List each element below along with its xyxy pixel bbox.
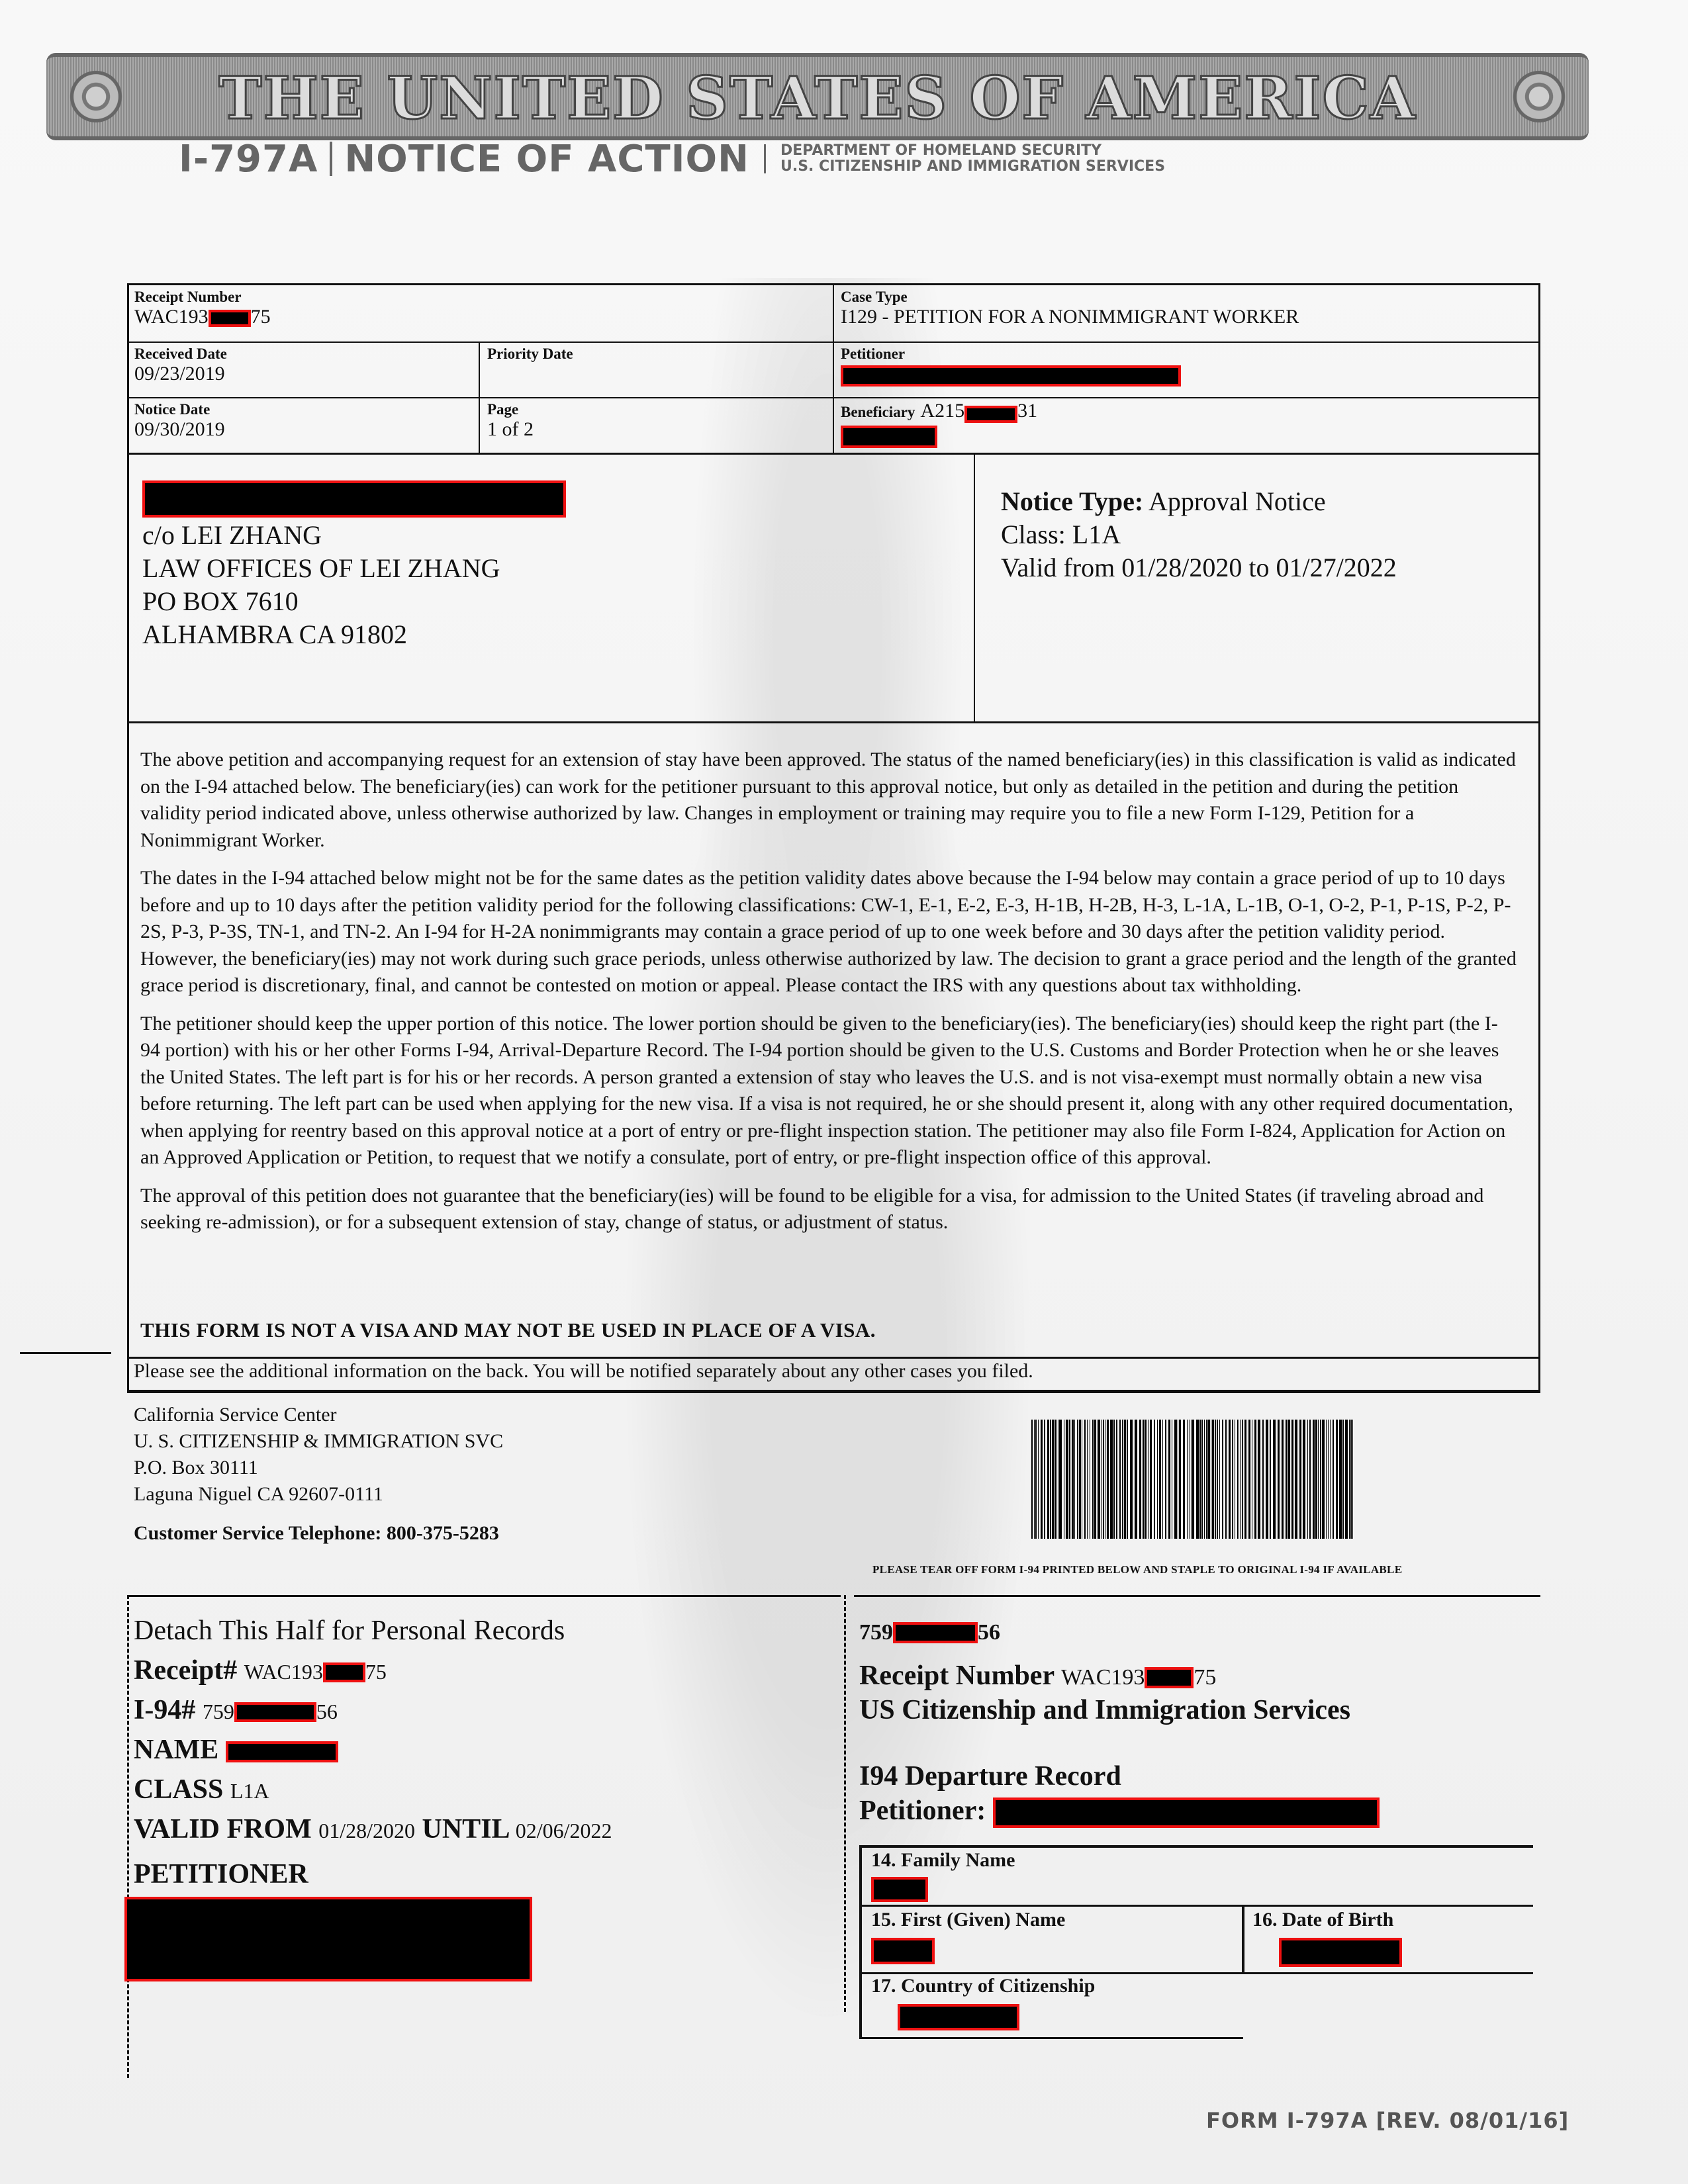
barcode-bar (1258, 1420, 1260, 1539)
detach-valid-from-label: VALID FROM (134, 1814, 312, 1844)
page-cell (487, 401, 534, 441)
barcode-bar (1207, 1420, 1210, 1539)
detach-validity-row (134, 1813, 612, 1845)
redaction-box (142, 480, 566, 518)
barcode (1031, 1420, 1353, 1539)
barcode-bar (1217, 1420, 1218, 1539)
receipt-suffix: 75 (250, 306, 271, 328)
barcode-bar (1119, 1420, 1121, 1539)
barcode-bar (1059, 1420, 1062, 1539)
date-of-birth-field (1252, 1909, 1402, 1967)
notice-body (140, 747, 1517, 1248)
grid-line (859, 1972, 1533, 1974)
barcode-bar (1199, 1420, 1201, 1539)
received-date-value: 09/23/2019 (134, 363, 225, 385)
notice-date-label: Notice Date (134, 401, 211, 418)
barcode-bar (1229, 1420, 1231, 1539)
barcode-bar (1135, 1420, 1137, 1539)
barcode-bar (1050, 1420, 1051, 1539)
barcode-bar (1232, 1420, 1233, 1539)
barcode-bar (1069, 1420, 1070, 1539)
banner-title: THE UNITED STATES OF AMERICA (218, 64, 1417, 132)
barcode-bar (1270, 1420, 1271, 1539)
barcode-bar (1299, 1420, 1301, 1539)
i94-num-suffix: 56 (978, 1620, 1000, 1645)
barcode-bar (1157, 1420, 1158, 1539)
barcode-bar (1248, 1420, 1250, 1539)
receipt-number-cell (134, 289, 271, 328)
barcode-bar (1047, 1420, 1049, 1539)
service-center-line-4: Laguna Niguel CA 92607-0111 (134, 1483, 383, 1505)
grid-line (127, 1357, 1540, 1359)
barcode-bar (1122, 1420, 1123, 1539)
section-divider (854, 1595, 1540, 1597)
address-line-2: LAW OFFICES OF LEI ZHANG (142, 553, 500, 583)
i94-half (859, 1615, 1380, 1828)
barcode-bar (1291, 1420, 1293, 1539)
barcode-bar (1168, 1420, 1170, 1539)
redaction-box (1279, 1938, 1402, 1967)
beneficiary-prefix: A215 (920, 400, 965, 422)
tear-line (127, 1595, 129, 2078)
not-a-visa-warning: THIS FORM IS NOT A VISA AND MAY NOT BE USED IN PLACE OF A VISA. (140, 1318, 876, 1342)
service-center-line-2: U. S. CITIZENSHIP & IMMIGRATION SVC (134, 1430, 504, 1452)
barcode-bar (1107, 1420, 1109, 1539)
redaction-box (234, 1702, 316, 1722)
barcode-bar (1242, 1420, 1243, 1539)
redaction-box (226, 1741, 338, 1762)
receipt-number-label: Receipt Number (134, 289, 242, 305)
barcode-bar (1345, 1420, 1348, 1539)
detach-class-label: CLASS (134, 1774, 224, 1805)
barcode-bar (1079, 1420, 1081, 1539)
barcode-bar (1124, 1420, 1126, 1539)
body-paragraph: The dates in the I-94 attached below might not be for the same dates as the petition validity dates above because the I-94 below may contain a grace period of up to 10 days before and up to 10 days after the petition validity period for the following classifications: CW-1, E-1, E-2, E-3, H-1B, H-2B, H-3, L-1A, L-1B, O-1, O-2, P-1, P-1S, P-2, P-2S, P-3, P-3S, TN-1, and TN-2. An I-94 for H-2A nonimmigrants may contain a grace period of up to one week before and 30 days after the petition validity period. However, the beneficiary(ies) may not work during such grace periods, unless otherwise authorized by law. The decision to grant a grace period and the length of the granted grace period is discretionary, final, and cannot be contested on motion or appeal. Please contact the IRS with any questions about tax withholding. (140, 867, 1517, 996)
redaction-box (209, 310, 251, 327)
barcode-bar (1240, 1420, 1241, 1539)
barcode-bar (1145, 1420, 1147, 1539)
barcode-bar (1072, 1420, 1074, 1539)
customer-service-phone: Customer Service Telephone: 800-375-5283 (134, 1522, 499, 1544)
priority-date-label: Priority Date (487, 345, 573, 362)
grid-line (859, 1905, 1533, 1907)
barcode-bar (1204, 1420, 1205, 1539)
country-field (871, 1975, 1095, 2030)
barcode-bar (1159, 1420, 1161, 1539)
barcode-bar (1262, 1420, 1264, 1539)
address-line-1: c/o LEI ZHANG (142, 520, 322, 550)
notice-date-value: 09/30/2019 (134, 418, 225, 440)
barcode-bar (1143, 1420, 1145, 1539)
notice-validity: Valid from 01/28/2020 to 01/27/2022 (1001, 553, 1397, 582)
barcode-bar (1212, 1420, 1214, 1539)
beneficiary-cell (841, 400, 1037, 448)
header-banner (46, 53, 1589, 140)
detach-class-value: L1A (230, 1779, 269, 1803)
case-type-label: Case Type (841, 289, 908, 305)
i94-agency: US Citizenship and Immigration Services (859, 1695, 1351, 1725)
service-center-line-1: California Service Center (134, 1404, 337, 1426)
grid-line (859, 1845, 862, 2037)
form-revision: FORM I-797A [REV. 08/01/16] (1206, 2108, 1570, 2133)
first-name-label: 15. First (Given) Name (871, 1909, 1066, 1931)
barcode-bar (1110, 1420, 1113, 1539)
i94-petitioner-label: Petitioner: (859, 1796, 986, 1826)
dept-line-2: U.S. CITIZENSHIP AND IMMIGRATION SERVICES (780, 158, 1166, 175)
receipt-prefix: WAC193 (134, 306, 209, 328)
detach-receipt-prefix: WAC193 (244, 1660, 323, 1684)
detach-i94-label: I-94# (134, 1695, 196, 1725)
dept-line-1: DEPARTMENT OF HOMELAND SECURITY (780, 142, 1102, 159)
barcode-bar (1098, 1420, 1100, 1539)
barcode-bar (1336, 1420, 1338, 1539)
barcode-bar (1139, 1420, 1141, 1539)
detach-receipt-label: Receipt# (134, 1655, 238, 1686)
barcode-bar (1273, 1420, 1276, 1539)
notice-type-label: Notice Type: (1001, 486, 1144, 516)
detach-class-row (134, 1774, 612, 1805)
country-label: 17. Country of Citizenship (871, 1975, 1096, 1997)
barcode-bar (1342, 1420, 1344, 1539)
barcode-bar (1196, 1420, 1199, 1539)
barcode-bar (1192, 1420, 1194, 1539)
header-separator (764, 144, 766, 173)
barcode-bar (1127, 1420, 1128, 1539)
barcode-bar (1320, 1420, 1321, 1539)
i94-receipt-prefix: WAC193 (1060, 1665, 1145, 1690)
barcode-bar (1318, 1420, 1319, 1539)
barcode-bar (1044, 1420, 1045, 1539)
detach-title: Detach This Half for Personal Records (134, 1615, 565, 1646)
notice-class: Class: L1A (1001, 520, 1121, 549)
barcode-bar (1038, 1420, 1039, 1539)
detach-name-row (134, 1734, 612, 1766)
detach-receipt-row (134, 1655, 612, 1686)
mailing-address (142, 519, 500, 651)
barcode-bar (1219, 1420, 1220, 1539)
i94-receipt-label: Receipt Number (859, 1661, 1055, 1691)
barcode-bar (1094, 1420, 1096, 1539)
redaction-box (1145, 1667, 1194, 1688)
i94-receipt-suffix: 75 (1194, 1665, 1217, 1690)
barcode-bar (1349, 1420, 1350, 1539)
barcode-bar (1244, 1420, 1246, 1539)
service-center-line-3: P.O. Box 30111 (134, 1457, 258, 1479)
barcode-bar (1084, 1420, 1086, 1539)
barcode-bar (1154, 1420, 1155, 1539)
department-block (780, 143, 1165, 175)
page-value: 1 of 2 (487, 418, 534, 440)
barcode-bar (1174, 1420, 1177, 1539)
body-paragraph: The petitioner should keep the upper portion of this notice. The lower portion should be given to the beneficiary(ies). The beneficiary(ies) should keep the right part (the I-94 portion) with his or her other Forms I-94, Arrival-Departure Record. The I-94 portion should be given to the U.S. Customs and Border Protection when he or she leaves the United States. The left part is for his or her records. A person granted a extension of stay who leaves the U.S. and is not visa-exempt must normally obtain a new visa before returning. The left part can be used when applying for the new visa. If a visa is not required, he or she should present it, along with any other required documentation, when applying for reentry based on this approval notice at a port of entry or pre-flight inspection station. The petitioner may also file Form I-824, Application for Action on an Approved Application or Petition, to request that we notify a consulate, port of entry, or pre-flight inspection office of this approval. (140, 1012, 1513, 1168)
petitioner-cell (841, 345, 1181, 387)
detach-i94-suffix: 56 (316, 1700, 338, 1723)
barcode-bar (1165, 1420, 1166, 1539)
petitioner-label: Petitioner (841, 345, 906, 362)
see-back-note: Please see the additional information on the back. You will be notified separately about any other cases you filed. (134, 1360, 1033, 1382)
family-name-label: 14. Family Name (871, 1849, 1015, 1871)
barcode-bar (1034, 1420, 1035, 1539)
redaction-box (871, 1938, 935, 1964)
barcode-bar (1278, 1420, 1280, 1539)
family-name-field (871, 1849, 1015, 1902)
redaction-box (993, 1797, 1380, 1828)
tear-off-note: PLEASE TEAR OFF FORM I-94 PRINTED BELOW AND STAPLE TO ORIGINAL I-94 IF AVAILABLE (872, 1563, 1403, 1576)
detach-name-label: NAME (134, 1735, 219, 1765)
priority-date-cell (487, 345, 573, 363)
barcode-bar (1266, 1420, 1268, 1539)
barcode-bar (1179, 1420, 1181, 1539)
grid-line (974, 453, 975, 721)
address-line-4: ALHAMBRA CA 91802 (142, 619, 408, 649)
case-type-value: I129 - PETITION FOR A NONIMMIGRANT WORKER (841, 306, 1299, 328)
dob-label: 16. Date of Birth (1252, 1909, 1394, 1931)
detach-i94-row (134, 1694, 612, 1726)
barcode-bar (1191, 1420, 1192, 1539)
barcode-bar (1352, 1420, 1353, 1539)
barcode-bar (1162, 1420, 1163, 1539)
first-name-field (871, 1909, 1065, 1964)
barcode-bar (1103, 1420, 1104, 1539)
page-label: Page (487, 401, 519, 418)
barcode-bar (1326, 1420, 1327, 1539)
detach-until-value: 02/06/2022 (515, 1819, 612, 1843)
barcode-bar (1339, 1420, 1342, 1539)
i94-petitioner-row (859, 1795, 1380, 1828)
barcode-bar (1313, 1420, 1315, 1539)
redaction-box (898, 2004, 1019, 2030)
barcode-bar (1288, 1420, 1290, 1539)
detach-receipt-suffix: 75 (365, 1660, 387, 1684)
barcode-bar (1309, 1420, 1311, 1539)
body-paragraph: The above petition and accompanying request for an extension of stay have been approved. The status of the named beneficiary(ies) in this classification is valid as indicated on the I-94 attached below. The beneficiary(ies) can work for the petitioner pursuant to this approval notice, but only as detailed in the petition and during the petition validity period indicated above, unless otherwise authorized by law. Changes in employment or training may require you to file a new Form I-129, Petition for a Nonimmigrant Worker. (140, 749, 1516, 851)
detach-i94-prefix: 759 (202, 1700, 234, 1723)
detach-petitioner-label: PETITIONER (134, 1859, 308, 1889)
grid-line (127, 721, 1540, 723)
notice-date-cell (134, 401, 225, 441)
i94-num-prefix: 759 (859, 1620, 893, 1645)
redaction-box (841, 365, 1181, 387)
barcode-bar (1150, 1420, 1152, 1539)
form-header (179, 136, 1165, 182)
personal-records-half (134, 1615, 612, 1890)
fold-mark (20, 1352, 111, 1354)
barcode-bar (1092, 1420, 1094, 1539)
barcode-bar (1052, 1420, 1054, 1539)
barcode-bar (1322, 1420, 1325, 1539)
barcode-bar (1187, 1420, 1188, 1539)
barcode-bar (1282, 1420, 1284, 1539)
case-type-cell (841, 289, 1299, 328)
notice-info (1001, 485, 1397, 584)
redaction-box (964, 406, 1017, 423)
beneficiary-label: Beneficiary (841, 404, 915, 420)
barcode-bar (1148, 1420, 1149, 1539)
body-paragraph: The approval of this petition does not guarantee that the beneficiary(ies) will be found to be eligible for a visa, for admission to the United States (if traveling abroad and seeking re-admission), or for a subsequent extension of stay, change of status, or adjustment of status. (140, 1184, 1484, 1233)
redaction-box (893, 1622, 978, 1643)
barcode-bar (1254, 1420, 1256, 1539)
barcode-bar (1035, 1420, 1037, 1539)
barcode-bar (1077, 1420, 1078, 1539)
barcode-bar (1222, 1420, 1223, 1539)
barcode-bar (1066, 1420, 1068, 1539)
barcode-bar (1225, 1420, 1227, 1539)
barcode-bar (1307, 1420, 1308, 1539)
header-separator (330, 142, 332, 176)
barcode-bar (1130, 1420, 1133, 1539)
barcode-bar (1201, 1420, 1203, 1539)
redaction-box (124, 1897, 532, 1981)
beneficiary-suffix: 31 (1017, 400, 1038, 422)
barcode-bar (1215, 1420, 1216, 1539)
barcode-bar (1031, 1420, 1033, 1539)
barcode-bar (1087, 1420, 1088, 1539)
grid-line (859, 2037, 1243, 2039)
received-date-label: Received Date (134, 345, 227, 362)
barcode-bar (1074, 1420, 1075, 1539)
barcode-bar (1237, 1420, 1238, 1539)
barcode-bar (1206, 1420, 1207, 1539)
notice-type-value: Approval Notice (1148, 486, 1326, 516)
redaction-box (841, 426, 937, 448)
barcode-bar (1183, 1420, 1185, 1539)
i94-number (859, 1615, 1380, 1647)
i94-receipt-row (859, 1660, 1380, 1692)
form-id: I-797A (179, 137, 318, 181)
detach-valid-from-value: 01/28/2020 (318, 1819, 416, 1843)
barcode-bar (1116, 1420, 1117, 1539)
service-center-address (134, 1402, 503, 1508)
grid-line (833, 283, 834, 453)
form-title: NOTICE OF ACTION (344, 137, 749, 181)
section-divider (127, 1595, 841, 1597)
grid-line (479, 341, 480, 453)
barcode-bar (1055, 1420, 1056, 1539)
barcode-bar (1295, 1420, 1297, 1539)
receipt-number-value (134, 306, 271, 328)
grid-line (1242, 1905, 1244, 1972)
barcode-bar (1333, 1420, 1334, 1539)
received-date-cell (134, 345, 227, 385)
redaction-box (871, 1877, 928, 1902)
redaction-box (323, 1662, 365, 1682)
barcode-bar (1350, 1420, 1352, 1539)
barcode-bar (1286, 1420, 1287, 1539)
barcode-bar (1113, 1420, 1115, 1539)
barcode-bar (1041, 1420, 1043, 1539)
grid-line (127, 453, 1540, 455)
address-line-3: PO BOX 7610 (142, 586, 299, 616)
grid-line (859, 1845, 1533, 1848)
barcode-bar (1315, 1420, 1317, 1539)
barcode-bar (1303, 1420, 1305, 1539)
barcode-bar (1330, 1420, 1331, 1539)
detach-until-label: UNTIL (422, 1814, 509, 1844)
i94-record-title: I94 Departure Record (859, 1761, 1121, 1792)
tear-line (844, 1595, 846, 2012)
barcode-bar (1328, 1420, 1329, 1539)
grid-line (127, 1390, 1540, 1392)
